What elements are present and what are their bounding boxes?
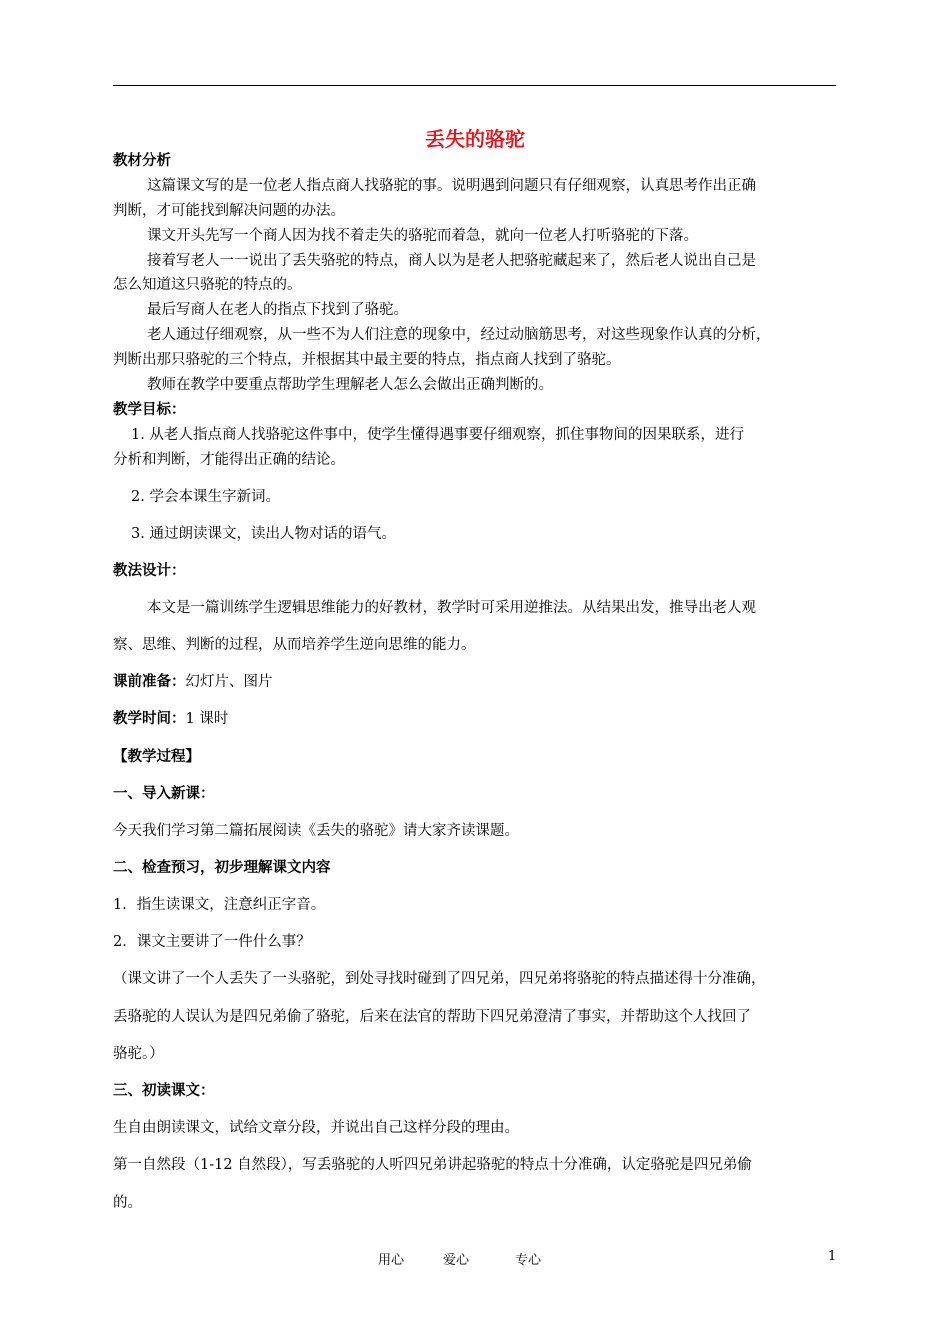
- section-1-text: 今天我们学习第二篇拓展阅读《丢失的骆驼》请大家齐读课题。: [113, 823, 519, 839]
- analysis-paragraph-6: 教师在教学中要重点帮助学生理解老人怎么会做出正确判断的。: [147, 377, 553, 393]
- footer-word-2: 爱心: [443, 1253, 470, 1268]
- analysis-heading: 教材分析: [113, 153, 171, 169]
- goals-heading: 教学目标：: [113, 402, 186, 418]
- section-3-heading: 三、初读课文：: [113, 1083, 215, 1099]
- analysis-paragraph-5: 老人通过仔细观察，从一些不为人们注意的现象中，经过动脑筋思考，对这些现象作认真的分析，: [147, 327, 771, 343]
- section-2-answer-cont-2: 骆驼。）: [113, 1046, 164, 1062]
- footer-word-1: 用心: [378, 1253, 405, 1268]
- document-title: 丢失的骆驼: [425, 127, 525, 151]
- section-2-item-2: 2．课文主要讲了一件什么事？: [113, 934, 311, 950]
- section-3-text-2-cont: 的。: [113, 1195, 142, 1211]
- section-1-heading: 一、导入新课：: [113, 786, 215, 802]
- section-2-answer-cont-1: 丢骆驼的人误认为是四兄弟偷了骆驼，后来在法官的帮助下四兄弟澄清了事实，并帮助这个人找回了: [113, 1009, 751, 1025]
- process-heading: 【教学过程】: [113, 749, 200, 765]
- analysis-paragraph-1-cont: 判断，才可能找到解决问题的办法。: [113, 203, 345, 219]
- goal-item-1: 1. 从老人指点商人找骆驼这件事中，使学生懂得遇事要仔细观察，抓住事物间的因果联系，进行: [131, 427, 744, 443]
- analysis-paragraph-1: 这篇课文写的是一位老人指点商人找骆驼的事。说明遇到问题只有仔细观察，认真思考作出正确: [147, 178, 756, 194]
- analysis-paragraph-3: 接着写老人一一说出了丢失骆驼的特点，商人以为是老人把骆驼藏起来了，然后老人说出自己是: [147, 253, 756, 269]
- footer-word-3: 专心: [515, 1253, 542, 1268]
- analysis-paragraph-4: 最后写商人在老人的指点下找到了骆驼。: [147, 302, 408, 318]
- goal-item-3: 3. 通过朗读课文，读出人物对话的语气。: [131, 526, 396, 542]
- prep-value: 幻灯片、图片: [185, 674, 273, 690]
- section-3-text-1: 生自由朗读课文，试给文章分段，并说出自己这样分段的理由。: [113, 1120, 519, 1136]
- time-label: 教学时间：: [113, 711, 186, 727]
- header-rule: [113, 85, 836, 86]
- analysis-paragraph-3-cont: 怎么知道这只骆驼的特点的。: [113, 277, 302, 293]
- section-2-answer: （课文讲了一个人丢失了一头骆驼，到处寻找时碰到了四兄弟，四兄弟将骆驼的特点描述得十分准确，: [113, 971, 766, 987]
- section-2-item-1: 1．指生读课文，注意纠正字音。: [113, 897, 326, 913]
- method-text: 本文是一篇训练学生逻辑思维能力的好教材，教学时可采用逆推法。从结果出发，推导出老人观: [147, 600, 756, 616]
- analysis-paragraph-5-cont: 判断出那只骆驼的三个特点，并根据其中最主要的特点，指点商人找到了骆驼。: [113, 352, 621, 368]
- time-line: [113, 709, 843, 729]
- page-number: 1: [828, 1249, 837, 1264]
- analysis-paragraph-2: 课文开头先写一个商人因为找不着走失的骆驼而着急，就向一位老人打听骆驼的下落。: [147, 228, 698, 244]
- goal-item-1-cont: 分析和判断，才能得出正确的结论。: [113, 452, 345, 468]
- section-2-heading: 二、检查预习，初步理解课文内容: [113, 860, 331, 876]
- method-text-cont: 察、思维、判断的过程，从而培养学生逆向思维的能力。: [113, 637, 476, 653]
- time-value: 1 课时: [185, 711, 229, 727]
- prep-label: 课前准备：: [113, 674, 186, 690]
- section-3-text-2: 第一自然段（1-12 自然段），写丢骆驼的人听四兄弟讲起骆驼的特点十分准确，认定骆驼是四兄弟偷: [113, 1157, 752, 1173]
- method-heading: 教法设计：: [113, 563, 186, 579]
- goal-item-2: 2. 学会本课生字新词。: [131, 489, 280, 505]
- prep-line: [113, 672, 843, 692]
